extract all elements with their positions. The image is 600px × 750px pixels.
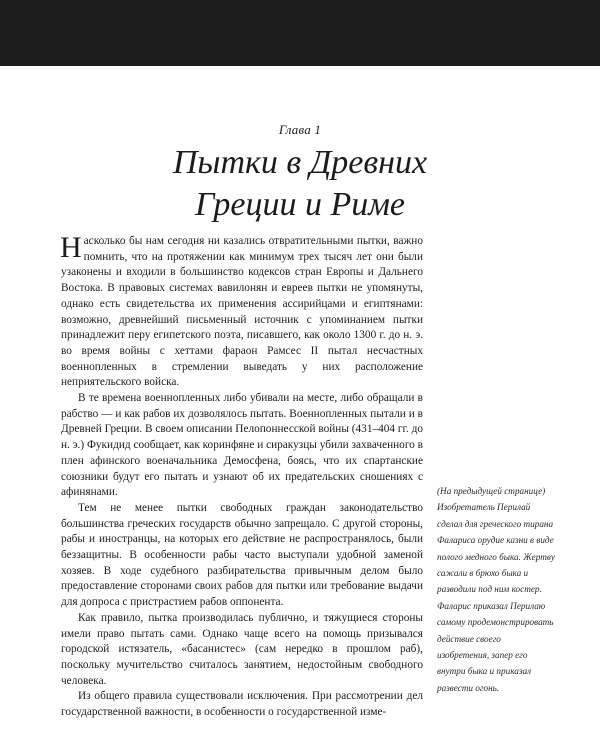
paragraph-5: Из общего правила существовали исключения. При рассмотрении дел государственной важности, в особенности о государственной изме- (61, 690, 423, 719)
paragraph-3: Тем не менее пытки свободных граждан законодательство большинства греческих государств обычно запрещало. С другой стороны, рабы и иностранцы, на которых его действие не распространялось, были беззащитны. В особенности рабы часто выступали удобной заменой хозяев. В ходе судебного разбирательства привычным делом было предоставление сторонами своих рабов для пытки или требование выдачи для допроса с пристрастием рабов оппонента. (61, 501, 423, 609)
chapter-title-line-1: Пытки в Древних (172, 144, 428, 181)
paragraph-1 (60, 231, 423, 391)
sidebar-caption: (На предыдущей странице) Изобретатель Перилай сделал для греческого тирана Фалариса орудие казни в виде полого медного быка. Жертву сажали в брюхо быка и разводили под ним костер. Фаларис приказал Перилаю самому продемонстрировать действие своего изобретения, запер его внутри быка и приказал развести огонь. (437, 486, 555, 693)
paragraph-2: В те времена военнопленных либо убивали на месте, либо обращали в рабство — и как рабов их дозволялось пытать. Военнопленных пытали и в Древней Греции. В своем описании Пелопоннесской войны (431–404 гг. до н. э.) Фукидид сообщает, как коринфяне и сиракузцы убили захваченного в плен афинского военачальника Демосфена, боясь, что их спартанские союзники будут его пытать и узнают об их предательских сношениях с афинянами. (61, 392, 423, 499)
paragraph-4: Как правило, пытка производилась публично, и тяжущиеся стороны имели право пытать сами. Однако чаще всего на помощь призывался городской истязатель, «басанистес» (сам нередко в прошлом раб), поскольку мучительство считалось занятием, недостойным свободного человека. (61, 611, 423, 687)
chapter-label: Глава 1 (278, 122, 322, 137)
drop-cap: Н (60, 231, 82, 264)
paragraph-1-text: асколько бы нам сегодня ни казались отвратительными пытки, важно помнить, что на протяжении как минимум трех тысяч лет они были узаконены и входили в большинство кодексов стран Европы и Дальнего Востока. В правовых системах вавилонян и евреев пытки не упомянуты, однако есть свидетельства их применения ассирийцами и египтянами: возможно, древнейший письменный источник с упоминанием пытки принадлежит перу египетского поэта, писавшего, как около 1300 г. до н. э. во время войны с хеттами фараон Рамсес II пытал несчастных военнопленных в стремлении выведать у них расположение неприятельского войска. (61, 235, 423, 389)
main-text-column (60, 231, 423, 721)
chapter-title (40, 142, 560, 226)
header-image-strip (0, 0, 600, 66)
chapter-title-line-2: Греции и Риме (194, 186, 406, 223)
